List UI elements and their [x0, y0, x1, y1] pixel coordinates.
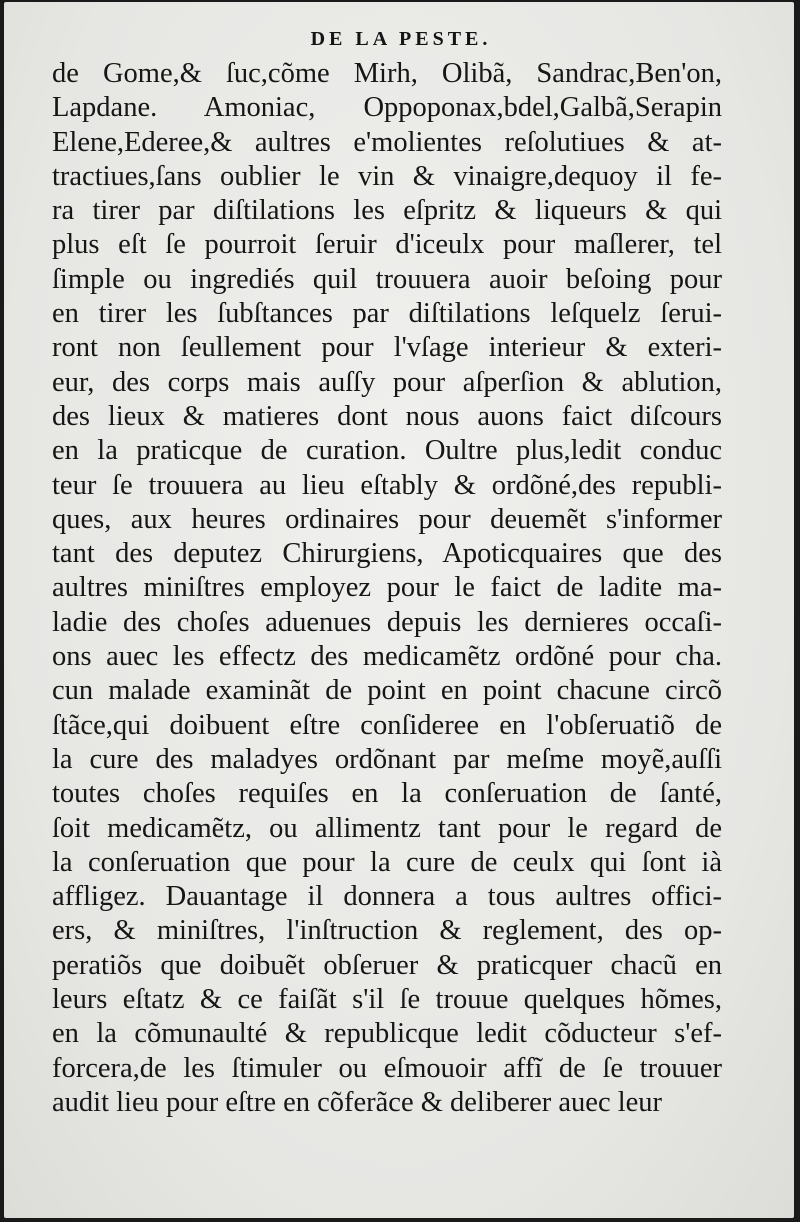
text-line: ers, & miniſtres, l'inſtruction & reglement, des op- — [52, 915, 722, 947]
text-line: toutes choſes requiſes en la conſeruation de ſanté, — [52, 778, 722, 810]
text-line: en la praticque de curation. Oultre plus,ledit conduc — [52, 435, 722, 467]
text-line: leurs eſtatz & ce faiſãt s'il ſe trouue quelques hõmes, — [52, 984, 722, 1016]
text-line: Elene,Ederee,& aultres e'molientes reſolutiues & at- — [52, 126, 722, 158]
running-head: DE LA PESTE. — [310, 28, 492, 50]
body-text — [52, 57, 722, 1120]
text-line: la conſeruation que pour la cure de ceulx qui ſont ià — [52, 846, 722, 878]
text-line: ons auec les effectz des medicamẽtz ordõné pour cha. — [52, 641, 722, 673]
book-page — [4, 2, 794, 1218]
text-line: cun malade examinãt de point en point chacune circõ — [52, 675, 722, 707]
text-line: en la cõmunaulté & republicque ledit cõducteur s'ef- — [52, 1018, 722, 1050]
text-line: de Gome,& ſuc,cõme Mirh, Olibã, Sandrac,Ben'on, — [52, 58, 722, 89]
text-line: tractiues,ſans oublier le vin & vinaigre,dequoy il fe- — [52, 160, 722, 192]
text-line: affligez. Dauantage il donnera a tous aultres offici- — [52, 881, 722, 913]
text-line: ra tirer par diſtilations les eſpritz & liqueurs & qui — [52, 195, 722, 227]
text-line: forcera,de les ſtimuler ou eſmouoir affĩ de ſe trouuer — [52, 1052, 722, 1084]
text-line: la cure des maladyes ordõnant par meſme moyẽ,auſſi — [52, 743, 722, 775]
text-line: teur ſe trouuera au lieu eſtably & ordõné,des republi- — [52, 469, 722, 501]
text-line: ques, aux heures ordinaires pour deuemẽt s'informer — [52, 503, 722, 535]
text-line: ſoit medicamẽtz, ou allimentz tant pour le regard de — [52, 812, 722, 844]
text-line: tant des deputez Chirurgiens, Apoticquaires que des — [52, 538, 722, 570]
text-line: aultres miniſtres employez pour le faict de ladite ma- — [52, 572, 722, 604]
text-line: audit lieu pour eſtre en cõferãce & deliberer auec leur — [52, 1086, 663, 1118]
text-line: ſimple ou ingrediés quil trouuera auoir beſoing pour — [52, 263, 722, 295]
text-line: des lieux & matieres dont nous auons faict diſcours — [52, 400, 722, 432]
text-line: Lapdane. Amoniac, Oppoponax,bdel,Galbã,Serapin — [52, 92, 722, 124]
text-line: eur, des corps mais auſſy pour aſperſion & ablution, — [52, 366, 722, 398]
text-line: ront non ſeullement pour l'vſage interieur & exteri- — [52, 332, 722, 364]
text-line: ſtãce,qui doibuent eſtre conſideree en l'obſeruatiõ de — [52, 709, 722, 741]
text-line: peratiõs que doibuẽt obſeruer & praticquer chacũ en — [52, 949, 722, 981]
text-line: ladie des choſes aduenues depuis les dernieres occaſi- — [52, 606, 722, 638]
text-line: en tirer les ſubſtances par diſtilations leſquelz ſerui- — [52, 298, 722, 330]
text-line: plus eſt ſe pourroit ſeruir d'iceulx pour maſlerer, tel — [52, 229, 722, 261]
